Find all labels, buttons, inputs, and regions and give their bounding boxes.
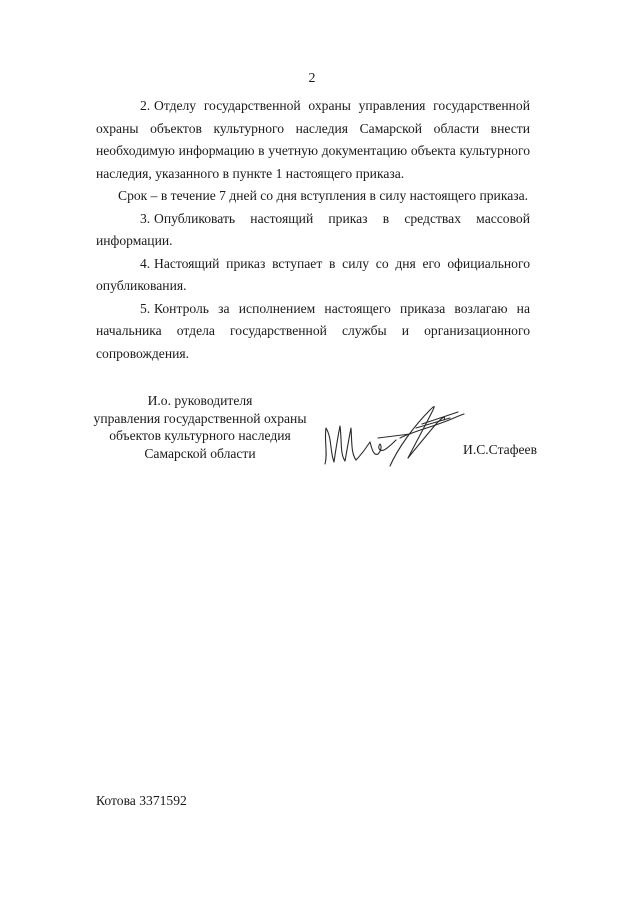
- paragraph-number: 5.: [140, 300, 151, 316]
- signatory-title-line: объектов культурного наследия: [109, 428, 291, 443]
- paragraph-number: 2.: [140, 98, 151, 113]
- paragraph-text: Отделу государственной охраны управления государственной охраны объектов культурного наследия Самарской области внести необходимую информацию в учетную документацию объекта культурного наследия, указанного в пункте 1 настоящего приказа.: [96, 98, 530, 181]
- handwritten-signature: [318, 398, 468, 470]
- order-body: [96, 95, 530, 365]
- signer-name: И.С.Стафеев: [463, 442, 538, 457]
- paragraph-number: 3.: [140, 210, 151, 226]
- signatory-title-line: Самарской области: [144, 445, 256, 461]
- deadline-paragraph: [96, 185, 530, 208]
- paragraph-text: Опубликовать настоящий приказ в средствах массовой информации.: [96, 210, 530, 248]
- paragraph-4: [96, 253, 530, 298]
- page-number: 2: [308, 71, 316, 86]
- signatory-title-line: управления государственной охраны: [93, 410, 307, 426]
- paragraph-text: Контроль за исполнением настоящего приказа возлагаю на начальника отдела государственной службы и организационного сопровождения.: [96, 300, 530, 361]
- deadline-text: Срок – в течение 7 дней со дня вступления в силу настоящего приказа.: [118, 188, 529, 203]
- executor-contact: Котова 3371592: [96, 793, 187, 808]
- signatory-title: [90, 392, 310, 462]
- paragraph-5: [96, 298, 530, 366]
- paragraph-3: [96, 208, 530, 253]
- paragraph-text: Настоящий приказ вступает в силу со дня его официального опубликования.: [96, 255, 530, 293]
- signatory-title-line: И.о. руководителя: [147, 393, 253, 408]
- paragraph-2: [96, 95, 530, 185]
- paragraph-number: 4.: [140, 255, 151, 271]
